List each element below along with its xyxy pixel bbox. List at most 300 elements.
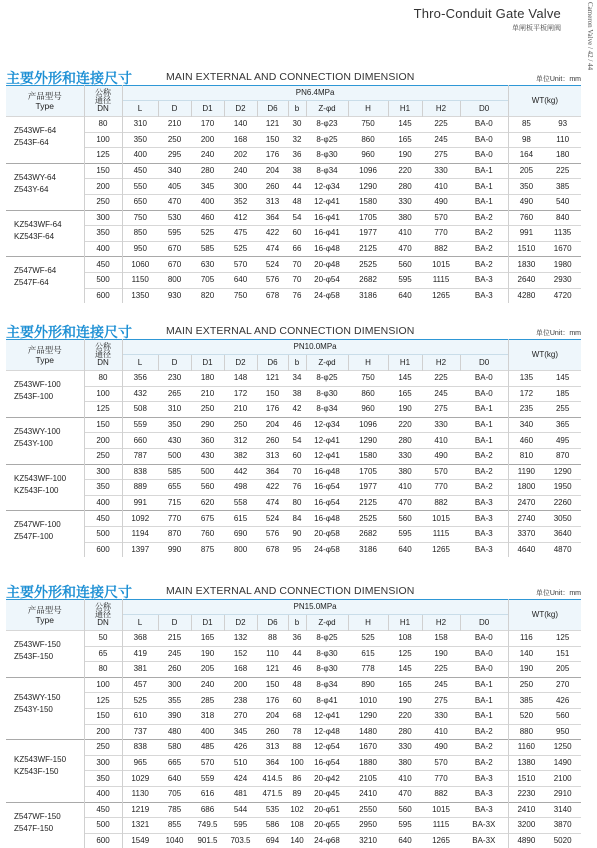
- dn-cell: 400: [84, 241, 122, 257]
- dim-cell: 615: [233, 513, 248, 523]
- dim-header-3: D2: [224, 615, 257, 631]
- type-header-cn: 产品型号: [27, 605, 62, 615]
- dim-cell: 16-φ48: [314, 466, 340, 476]
- dn-cell: 100: [84, 132, 122, 148]
- weight-cell: 2740: [508, 511, 544, 527]
- dim-cell: 965: [122, 755, 158, 771]
- weight-cell: 1670: [553, 244, 572, 254]
- dim-cell: 300: [167, 680, 182, 690]
- dim-cell: 1670: [359, 742, 377, 752]
- dim-cell: 422: [265, 482, 280, 492]
- dim-header-7: H: [348, 615, 388, 631]
- dim-cell: 8-φ25: [316, 633, 338, 643]
- dim-cell: 1015: [432, 513, 450, 523]
- dim-cell: 204: [265, 166, 280, 176]
- dim-cell: 1350: [122, 288, 158, 303]
- dim-cell: 280: [398, 726, 412, 736]
- weight-header: WT(kg): [508, 86, 581, 117]
- dim-cell: 500: [200, 466, 215, 476]
- weight-cell: 235: [508, 402, 544, 418]
- dim-cell: 150: [265, 134, 280, 144]
- dim-cell: 150: [265, 680, 280, 690]
- dim-cell: 200: [233, 680, 248, 690]
- product-subtitle: 单闸板平板闸阀: [512, 25, 561, 32]
- dim-cell: 168: [233, 134, 248, 144]
- dim-cell: 330: [398, 742, 412, 752]
- dim-cell: 585: [200, 244, 215, 254]
- weight-header: WT(kg): [508, 600, 581, 631]
- dim-cell: 176: [265, 695, 280, 705]
- type-name: Z547F-150: [14, 823, 54, 833]
- dim-cell: 715: [167, 498, 182, 508]
- dim-cell: 490: [434, 451, 448, 461]
- dim-cell: 576: [265, 529, 280, 539]
- dim-cell: 90: [292, 529, 302, 539]
- dim-cell: 110: [266, 648, 279, 658]
- dim-cell: 202: [233, 150, 248, 160]
- dim-cell: 60: [292, 228, 302, 238]
- dim-cell: 559: [200, 773, 215, 783]
- dim-cell: BA-2: [474, 244, 493, 254]
- dim-cell: BA-1: [474, 166, 493, 176]
- dn-cell: 150: [84, 708, 122, 724]
- dim-cell: 410: [398, 228, 412, 238]
- dim-cell: 200: [200, 134, 215, 144]
- dim-cell: 44: [292, 181, 302, 191]
- dim-cell: 570: [434, 466, 448, 476]
- dim-cell: 88: [292, 742, 302, 752]
- dim-cell: 432: [122, 386, 158, 402]
- table-row: [6, 464, 581, 480]
- dim-cell: 525: [361, 633, 375, 643]
- section-heading: [6, 582, 581, 599]
- dim-cell: 595: [233, 820, 248, 830]
- dn-cell: 100: [84, 386, 122, 402]
- section-title-cn: 主要外形和连接尺寸: [6, 584, 132, 600]
- weight-cell: 3050: [553, 513, 572, 523]
- dim-cell: 510: [233, 758, 248, 768]
- dim-cell: 38: [292, 166, 302, 176]
- dim-cell: 88: [268, 633, 277, 643]
- dim-cell: 190: [398, 150, 412, 160]
- dim-cell: BA-0: [474, 150, 493, 160]
- table-row: [6, 179, 581, 195]
- dim-cell: 1977: [359, 482, 377, 492]
- dim-cell: 220: [398, 420, 412, 430]
- weight-cell: 1190: [508, 464, 544, 480]
- type-header-en: Type: [35, 101, 54, 111]
- dim-cell: 245: [434, 388, 448, 398]
- dim-cell: 1265: [432, 290, 450, 300]
- weight-cell: 4890: [508, 833, 544, 848]
- dim-cell: BA-3: [474, 789, 493, 799]
- dim-cell: 76: [292, 482, 302, 492]
- section-pn150: [6, 582, 581, 848]
- dim-cell: 16-φ54: [314, 758, 340, 768]
- type-header-en: Type: [35, 615, 54, 625]
- dim-cell: 2950: [359, 820, 377, 830]
- dim-cell: 168: [233, 664, 248, 674]
- dim-cell: 145: [398, 373, 412, 383]
- dn-cell: 50: [84, 631, 122, 647]
- dim-cell: 16-φ41: [314, 228, 340, 238]
- dn-cell: 400: [84, 786, 122, 802]
- dim-cell: 38: [292, 388, 302, 398]
- weight-cell: 460: [508, 433, 544, 449]
- dim-cell: 36: [292, 633, 302, 643]
- weight-cell: 140: [508, 646, 544, 662]
- dim-cell: 450: [122, 163, 158, 179]
- type-header: [6, 600, 84, 631]
- dim-cell: 675: [200, 513, 215, 523]
- dim-cell: 1060: [122, 257, 158, 273]
- dn-cell: 350: [84, 226, 122, 242]
- type-name: Z547WF-150: [14, 811, 61, 821]
- dim-cell: 703.5: [230, 836, 251, 846]
- dim-cell: 240: [200, 150, 215, 160]
- dim-cell: 345: [233, 726, 248, 736]
- dim-cell: 165: [398, 680, 412, 690]
- dim-cell: BA-1: [474, 404, 493, 414]
- type-name: Z543F-100: [14, 392, 54, 401]
- dim-cell: 345: [200, 181, 215, 191]
- dim-cell: 558: [233, 498, 248, 508]
- dim-cell: 770: [167, 513, 182, 523]
- weight-cell: 870: [555, 451, 570, 461]
- weight-header: WT(kg): [508, 340, 581, 371]
- type-name: Z543Y-100: [14, 438, 53, 448]
- table-row: [6, 662, 581, 678]
- dim-header-4: D6: [257, 101, 288, 117]
- weight-cell: 1980: [553, 259, 572, 269]
- dim-cell: 570: [200, 758, 215, 768]
- dim-cell: BA-0: [474, 648, 493, 658]
- dim-cell: 640: [398, 290, 412, 300]
- dn-header-dn-cn2: 通径: [95, 350, 111, 359]
- weight-cell: 385: [508, 693, 544, 709]
- dim-cell: BA-0: [474, 373, 493, 383]
- weight-cell: 110: [556, 134, 570, 144]
- dim-cell: 12-φ41: [314, 435, 340, 445]
- table-row: [6, 526, 581, 542]
- weight-cell: 2410: [508, 802, 544, 818]
- dim-cell: 1265: [432, 544, 450, 554]
- dim-cell: 16-φ54: [314, 482, 340, 492]
- dim-header-6: Z-φd: [306, 355, 348, 371]
- dim-header-5: b: [288, 615, 306, 631]
- dim-cell: 180: [200, 373, 215, 383]
- table-row: [6, 148, 581, 164]
- dim-cell: 140: [233, 119, 248, 129]
- dim-cell: 1290: [359, 181, 377, 191]
- dim-cell: 470: [398, 789, 412, 799]
- dim-cell: 870: [167, 529, 182, 539]
- weight-cell: 1250: [553, 742, 572, 752]
- dim-cell: 285: [200, 695, 215, 705]
- dim-cell: 430: [200, 451, 215, 461]
- dim-cell: 238: [233, 695, 248, 705]
- dim-header-6: Z-φd: [306, 101, 348, 117]
- dim-cell: 2125: [359, 244, 377, 254]
- dim-cell: 84: [292, 513, 302, 523]
- dim-cell: 108: [398, 633, 412, 643]
- dim-header-8: H1: [388, 355, 422, 371]
- dim-cell: 2682: [359, 275, 377, 285]
- weight-cell: 1135: [554, 228, 572, 238]
- dim-cell: 350: [167, 420, 182, 430]
- dim-cell: 1397: [122, 542, 158, 557]
- dim-cell: 1219: [122, 802, 158, 818]
- weight-cell: 4280: [508, 288, 544, 303]
- dn-cell: 300: [84, 755, 122, 771]
- dim-cell: 20-φ51: [314, 804, 340, 814]
- dim-cell: 245: [434, 134, 448, 144]
- dim-cell: 330: [434, 420, 448, 430]
- weight-cell: 950: [555, 726, 570, 736]
- dim-cell: 12-φ41: [314, 197, 340, 207]
- table-row: [6, 802, 581, 818]
- dim-cell: 890: [361, 680, 375, 690]
- dim-cell: 485: [200, 742, 215, 752]
- dn-cell: 600: [84, 542, 122, 557]
- dn-cell: 150: [84, 163, 122, 179]
- dim-cell: 20-φ58: [314, 529, 340, 539]
- dim-cell: 1115: [432, 820, 450, 830]
- dim-cell: 470: [167, 197, 182, 207]
- dim-cell: BA-3: [474, 290, 493, 300]
- dim-cell: 2125: [359, 498, 377, 508]
- dim-cell: 1705: [359, 212, 377, 222]
- dim-cell: 508: [122, 402, 158, 418]
- dim-cell: 121: [265, 119, 280, 129]
- dim-cell: 121: [265, 373, 280, 383]
- dim-cell: 1977: [359, 228, 377, 238]
- table-row: [6, 693, 581, 709]
- type-name: Z543Y-150: [14, 704, 53, 714]
- dimension-table: [6, 339, 581, 557]
- type-cell: [6, 740, 84, 802]
- dim-cell: 20-φ45: [314, 789, 340, 799]
- dn-cell: 125: [84, 693, 122, 709]
- dim-cell: BA-2: [474, 228, 493, 238]
- dim-cell: 860: [361, 388, 375, 398]
- weight-cell: 1830: [508, 257, 544, 273]
- dim-cell: 70: [292, 466, 302, 476]
- dn-cell: 250: [84, 194, 122, 210]
- dim-header-3: D2: [224, 101, 257, 117]
- dim-cell: 480: [167, 726, 182, 736]
- weight-cell: 540: [555, 197, 570, 207]
- table-row: [6, 226, 581, 242]
- dim-cell: 737: [122, 724, 158, 740]
- dim-cell: 310: [167, 404, 182, 414]
- dim-cell: 770: [434, 773, 448, 783]
- type-name: Z547WF-64: [14, 266, 57, 276]
- dim-cell: 760: [200, 529, 215, 539]
- dim-cell: 102: [290, 804, 304, 814]
- dim-cell: 16-φ48: [314, 244, 340, 254]
- section-title-cn: 主要外形和连接尺寸: [6, 324, 132, 340]
- dim-cell: 750: [361, 119, 375, 129]
- dim-cell: 12-φ41: [314, 451, 340, 461]
- dim-cell: 500: [167, 451, 182, 461]
- dim-header-1: D: [158, 355, 191, 371]
- dim-cell: 616: [200, 789, 215, 799]
- dim-cell: 2525: [359, 259, 377, 269]
- dim-cell: 498: [233, 482, 248, 492]
- dim-cell: 8-φ25: [316, 134, 338, 144]
- weight-cell: 250: [508, 677, 544, 693]
- dim-cell: 1115: [432, 275, 450, 285]
- dim-cell: 250: [233, 420, 248, 430]
- weight-cell: 1160: [508, 740, 544, 756]
- dim-cell: 474: [265, 244, 280, 254]
- table-row: [6, 511, 581, 527]
- dim-cell: 225: [434, 373, 448, 383]
- dn-header-dn-cn1: 公称: [95, 88, 111, 97]
- dim-header-10: D0: [460, 355, 508, 371]
- weight-cell: 4720: [553, 290, 572, 300]
- dim-cell: 312: [233, 435, 248, 445]
- dim-cell: 889: [122, 480, 158, 496]
- weight-cell: 164: [508, 148, 544, 164]
- dim-header-10: D0: [460, 615, 508, 631]
- dim-cell: 78: [292, 726, 302, 736]
- dim-cell: 190: [398, 695, 412, 705]
- dim-cell: 275: [434, 695, 448, 705]
- dim-header-2: D1: [191, 355, 224, 371]
- dn-header-dn: DN: [97, 358, 109, 367]
- dim-cell: 16-φ54: [314, 498, 340, 508]
- dim-cell: 165: [200, 633, 215, 643]
- dim-cell: 240: [233, 166, 248, 176]
- dim-cell: 1115: [432, 529, 450, 539]
- dim-cell: BA-0: [474, 633, 493, 643]
- dim-cell: 165: [398, 388, 412, 398]
- dim-cell: 785: [167, 804, 182, 814]
- dim-cell: 8-φ30: [316, 648, 338, 658]
- dim-cell: 260: [167, 664, 182, 674]
- dim-cell: 280: [398, 435, 412, 445]
- dim-cell: 280: [398, 181, 412, 191]
- dim-cell: 165: [398, 134, 412, 144]
- dim-cell: 380: [398, 466, 412, 476]
- dim-cell: 260: [265, 181, 280, 191]
- dim-cell: 750: [122, 210, 158, 226]
- dim-cell: 368: [122, 631, 158, 647]
- dim-cell: 8-φ23: [316, 119, 338, 129]
- dim-cell: BA-2: [474, 726, 493, 736]
- dim-cell: 400: [200, 726, 215, 736]
- dim-cell: 12-φ34: [314, 181, 340, 191]
- weight-cell: 2260: [553, 498, 572, 508]
- dim-cell: 1130: [122, 786, 158, 802]
- dim-cell: 414.5: [262, 773, 283, 783]
- dim-cell: 576: [265, 275, 280, 285]
- type-cell: [6, 163, 84, 210]
- dim-cell: 382: [233, 451, 248, 461]
- table-row: [6, 288, 581, 303]
- dim-cell: 422: [265, 228, 280, 238]
- dim-cell: 100: [290, 758, 304, 768]
- dim-cell: 12-φ34: [314, 420, 340, 430]
- type-cell: [6, 210, 84, 257]
- weight-cell: 490: [508, 194, 544, 210]
- dim-cell: 152: [233, 648, 248, 658]
- dim-cell: 410: [434, 181, 448, 191]
- dim-cell: 108: [290, 820, 304, 830]
- dim-cell: 8-φ30: [316, 664, 338, 674]
- type-cell: [6, 371, 84, 418]
- dim-cell: 204: [265, 420, 280, 430]
- weight-cell: 1510: [508, 241, 544, 257]
- weight-cell: 3640: [553, 529, 572, 539]
- dim-cell: 60: [292, 451, 302, 461]
- dim-cell: 270: [233, 711, 248, 721]
- dim-cell: 405: [167, 181, 182, 191]
- weight-cell: 151: [555, 648, 570, 658]
- table-row: [6, 646, 581, 662]
- dim-cell: 89: [292, 789, 302, 799]
- table-row: [6, 371, 581, 387]
- dim-cell: 260: [265, 726, 280, 736]
- dim-cell: 2682: [359, 529, 377, 539]
- dim-cell: 364: [265, 758, 280, 768]
- dim-cell: 838: [122, 464, 158, 480]
- weight-cell: 255: [555, 404, 570, 414]
- dim-cell: BA-1: [474, 680, 493, 690]
- dn-cell: 600: [84, 288, 122, 303]
- dim-cell: BA-3: [474, 529, 493, 539]
- dim-cell: 750: [361, 373, 375, 383]
- unit-label: 单位Unit：mm: [535, 76, 581, 83]
- dim-cell: 313: [265, 451, 280, 461]
- dim-cell: 1096: [359, 166, 377, 176]
- dim-cell: 650: [122, 194, 158, 210]
- dim-cell: 313: [265, 742, 280, 752]
- dim-cell: 30: [292, 119, 302, 129]
- dim-cell: 352: [233, 197, 248, 207]
- weight-cell: 2640: [508, 272, 544, 288]
- dim-header-9: H2: [422, 355, 460, 371]
- dim-cell: 430: [167, 435, 182, 445]
- weight-cell: 991: [508, 226, 544, 242]
- dim-cell: 678: [265, 544, 280, 554]
- dim-cell: 901.5: [197, 836, 218, 846]
- dim-cell: 820: [200, 290, 215, 300]
- dim-cell: 882: [434, 789, 448, 799]
- dn-header: [84, 86, 122, 117]
- dn-header-dn-cn1: 公称: [95, 602, 111, 611]
- dim-cell: 770: [434, 482, 448, 492]
- type-cell: [6, 511, 84, 557]
- dim-cell: 295: [167, 150, 182, 160]
- weight-cell: 350: [508, 179, 544, 195]
- dim-cell: 260: [265, 435, 280, 445]
- dim-cell: 48: [292, 680, 302, 690]
- dim-cell: 990: [167, 544, 182, 554]
- dim-cell: 570: [434, 212, 448, 222]
- dim-header-8: H1: [388, 101, 422, 117]
- dim-cell: 8-φ41: [316, 695, 338, 705]
- dimension-table: [6, 599, 581, 848]
- dim-cell: 250: [200, 404, 215, 414]
- table-row: [6, 740, 581, 756]
- type-cell: [6, 417, 84, 464]
- dim-cell: 12-φ41: [314, 711, 340, 721]
- dim-cell: 570: [233, 259, 248, 269]
- type-cell: [6, 677, 84, 739]
